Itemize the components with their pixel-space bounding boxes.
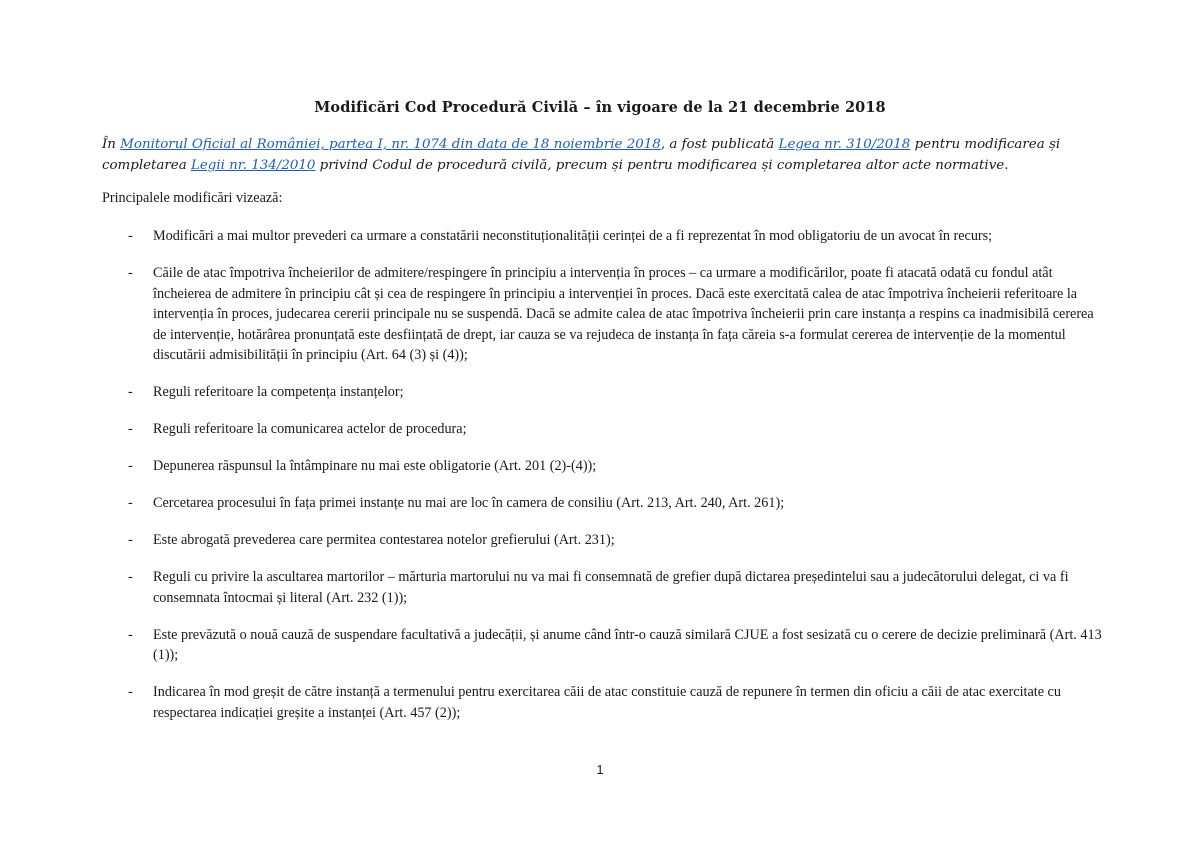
intro-text-4: privind Codul de procedură civilă, precum și pentru modificarea și completarea altor acte normative. bbox=[315, 158, 1009, 173]
list-item-text: Depunerea răspunsul la întâmpinare nu mai este obligatorie (Art. 201 (2)-(4)); bbox=[153, 458, 597, 475]
bullet-dash: - bbox=[128, 228, 133, 244]
list-item-text: Este prevăzută o nouă cauză de suspendare facultativă a judecății, și anume când într-o cauză similară CJUE a fost sesizată cu o cerere de decizie preliminară (Art. 413 (1)); bbox=[153, 626, 1102, 664]
intro-paragraph bbox=[102, 134, 1102, 176]
list-item-text: Reguli referitoare la comunicarea actelor de procedura; bbox=[153, 421, 467, 438]
bullet-dash: - bbox=[128, 626, 133, 643]
list-item bbox=[102, 419, 1102, 440]
bullet-dash: - bbox=[128, 495, 133, 512]
modifications-list bbox=[102, 226, 1102, 740]
intro-text-3: pentru modificarea și completarea bbox=[102, 137, 1061, 173]
list-item-text: Reguli cu privire la ascultarea martorilor – mărturia martorului nu va mai fi consemnată de grefier după dictarea președintelui sau a judecătorului delegat, ci va fi consemnata întocmai și literal (Art. 232 (1)); bbox=[153, 569, 1069, 606]
list-item bbox=[102, 382, 1102, 403]
list-item-text: Indicarea în mod greșit de către instanță a termenului pentru exercitarea căii de atac constituie cauză de repunere în termen din oficiu a căii de atac exercitate cu respectarea indicației greșite a instanței (Art. 457 (2)); bbox=[153, 684, 1061, 722]
document-title: Modificări Cod Procedură Civilă – în vigoare de la 21 decembrie 2018 bbox=[314, 99, 886, 116]
list-item bbox=[102, 567, 1102, 608]
bullet-dash: - bbox=[128, 684, 133, 701]
list-item bbox=[102, 625, 1102, 666]
list-item bbox=[102, 530, 1102, 551]
list-item bbox=[102, 682, 1102, 723]
list-item bbox=[102, 226, 1102, 247]
page-number: 1 bbox=[596, 762, 604, 777]
list-item-text: Cercetarea procesului în fața primei instanțe nu mai are loc în camera de consiliu (Art. 213, Art. 240, Art. 261); bbox=[153, 495, 785, 512]
bullet-dash: - bbox=[128, 421, 133, 438]
list-item-text: Este abrogată prevederea care permitea contestarea notelor grefierului (Art. 231); bbox=[153, 532, 615, 549]
legea-134-link[interactable]: Legii nr. 134/2010 bbox=[190, 158, 316, 173]
list-item bbox=[102, 263, 1102, 366]
bullet-dash: - bbox=[128, 458, 133, 475]
list-item-text: Căile de atac împotriva încheierilor de admitere/respingere în principiu a intervenția în proces – ca urmare a modificărilor, poate fi atacată odată cu fondul atât încheierea de admitere în principiu cât și cea de respingere în principiu a intervenției în proces. Dacă este exercitată calea de atac împotriva încheierii referitoare la intervenția în proces, judecarea cererii principale nu se suspendă. Dacă se admite calea de atac împotriva încheierii prin care instanța a respins ca inadmisibilă cererea de intervenție, hotărârea pronunțată este desființată de drept, iar cauza se va rejudeca de instanța în fața căreia s-a formulat cererea de intervenție de la momentul discutării admisibilității în principiu (Art. 64 (3) și (4)); bbox=[153, 264, 1094, 364]
legea-310-link[interactable]: Legea nr. 310/2018 bbox=[778, 137, 911, 152]
bullet-dash: - bbox=[128, 264, 133, 281]
bullet-dash: - bbox=[128, 569, 133, 586]
list-item bbox=[102, 456, 1102, 477]
list-item bbox=[102, 493, 1102, 514]
bullet-dash: - bbox=[128, 532, 133, 549]
list-lead: Principalele modificări vizează: bbox=[102, 190, 283, 206]
list-item-text: Modificări a mai multor prevederi ca urmare a constatării neconstituționalității cerinței de a fi reprezentat în mod obligatoriu de un avocat în recurs; bbox=[153, 228, 993, 244]
bullet-dash: - bbox=[128, 384, 133, 401]
monitorul-oficial-link[interactable]: Monitorul Oficial al României, partea I, nr. 1074 din data de 18 noiembrie 2018 bbox=[120, 137, 661, 152]
intro-text-1: În bbox=[102, 137, 121, 152]
list-item-text: Reguli referitoare la competența instanțelor; bbox=[153, 384, 404, 401]
intro-text-2: , a fost publicată bbox=[660, 137, 779, 152]
